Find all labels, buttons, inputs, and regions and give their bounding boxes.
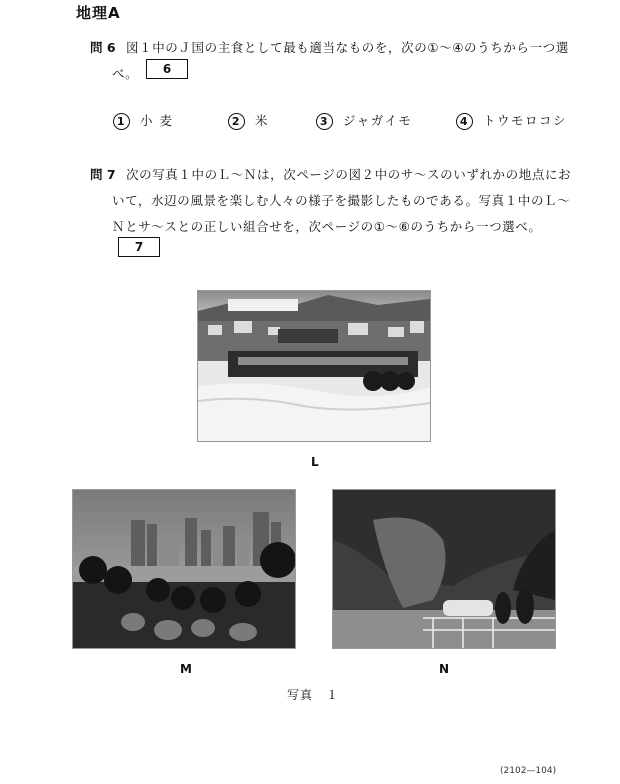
question-7-text-line3: Ｎとサ〜スとの正しい組合せを，次ページの①〜⑥のうちから一つ選べ。 (112, 219, 542, 234)
photo-m-label: M (180, 662, 192, 676)
subject-title: 地理A (76, 4, 121, 22)
question-7-text-line1: 次の写真１中のＬ〜Ｎは，次ページの図２中のサ〜スのいずれかの地点にお (126, 167, 572, 182)
photo-l-image (198, 291, 430, 441)
photo-n (332, 489, 556, 649)
photo-m-image (73, 490, 295, 648)
photo-l (197, 290, 431, 442)
answer-box-6: 6 (146, 59, 188, 79)
question-6-text-line2: べ。 (112, 66, 139, 81)
question-6-text-line1: 図１中のＪ国の主食として最も適当なものを，次の①〜④のうちから一つ選 (126, 40, 569, 55)
choice-number-2: 2 (228, 113, 245, 130)
answer-box-7: 7 (118, 237, 160, 257)
choice-text-3: ジャガイモ (343, 113, 413, 128)
question-7-label: 問 7 (90, 167, 116, 182)
choice-3 (316, 111, 412, 130)
choice-number-3: 3 (316, 113, 333, 130)
choice-text-1: 小 麦 (140, 113, 174, 128)
choice-number-1: 1 (113, 113, 130, 130)
choice-4 (456, 111, 567, 130)
choice-1 (113, 111, 173, 130)
question-6-label: 問 6 (90, 40, 116, 55)
choice-text-4: トウモロコシ (483, 113, 568, 128)
choice-number-4: 4 (456, 113, 473, 130)
photo-n-label: N (439, 662, 450, 676)
page-code: (2102—104) (500, 766, 557, 776)
choice-2 (228, 111, 269, 130)
question-7-text-line2: いて，水辺の風景を楽しむ人々の様子を撮影したものである。写真１中のＬ〜 (112, 193, 571, 208)
photo-caption: 写真 １ (287, 688, 340, 702)
photo-l-label: L (311, 455, 319, 469)
photo-m (72, 489, 296, 649)
choice-text-2: 米 (255, 113, 270, 128)
photo-n-image (333, 490, 555, 648)
